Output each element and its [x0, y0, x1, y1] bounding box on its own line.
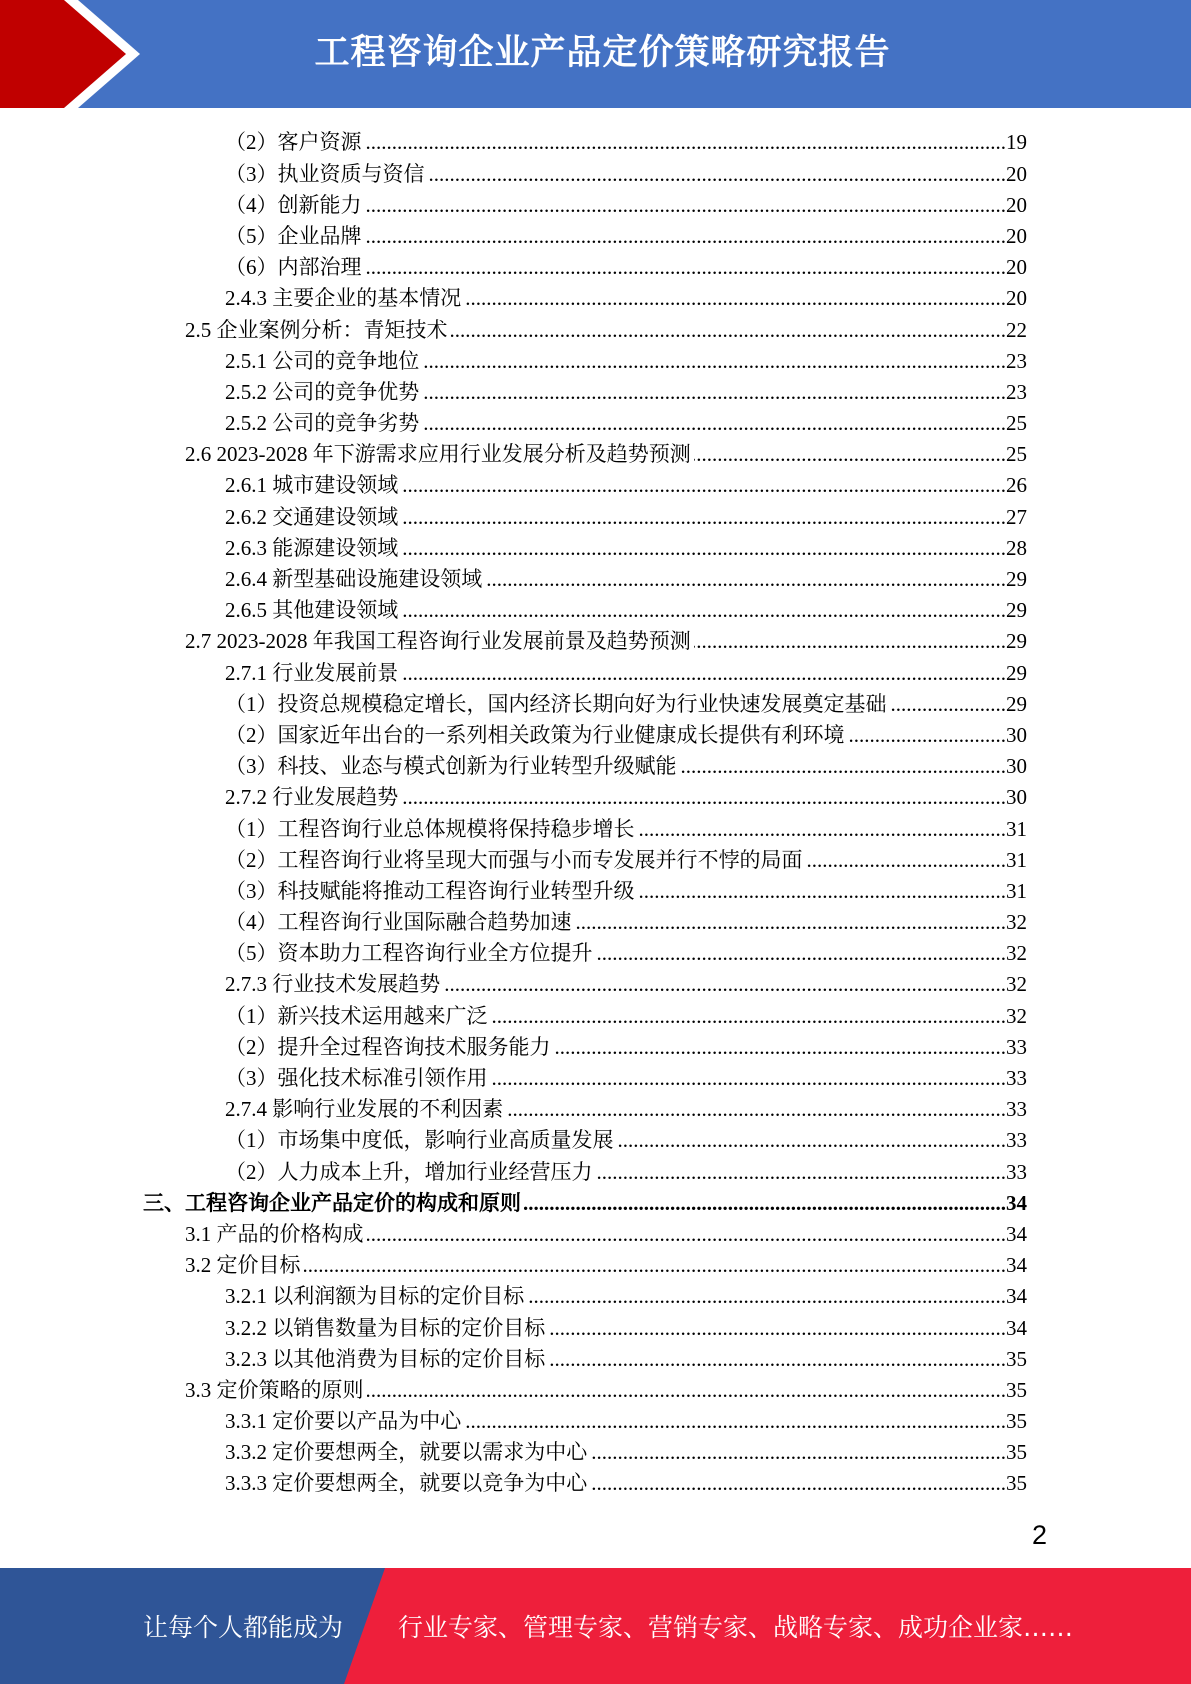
toc-entry-title: （3）科技、业态与模式创新为行业转型升级赋能: [225, 754, 677, 779]
toc-point-entry[interactable]: [0, 159, 1191, 190]
toc-point-entry[interactable]: [0, 720, 1191, 751]
toc-subsection-entry[interactable]: [0, 502, 1191, 533]
toc-subsection-entry[interactable]: [0, 1437, 1191, 1468]
toc-entry-title: （3）科技赋能将推动工程咨询行业转型升级: [225, 878, 635, 903]
toc-subsection-entry[interactable]: [0, 1281, 1191, 1312]
toc-entry-page: 25: [1006, 442, 1027, 467]
header-banner: [0, 0, 1191, 108]
toc-entry-title: 3.2.3 以其他消费为目标的定价目标: [225, 1346, 546, 1371]
toc-entry-page: 35: [1006, 1377, 1027, 1402]
toc-dot-leader: [422, 377, 1006, 408]
toc-entry-page: 23: [1006, 379, 1027, 404]
toc-entry-page: 29: [1006, 691, 1027, 716]
toc-entry-title: （5）资本助力工程咨询行业全方位提升: [225, 941, 593, 966]
toc-entry-page: 34: [1006, 1253, 1027, 1278]
toc-entry-title: 2.5.2 公司的竞争优势: [225, 379, 420, 404]
toc-entry-title: （2）客户资源: [225, 130, 362, 155]
toc-entry-page: 19: [1006, 130, 1027, 155]
toc-entry-page: 23: [1006, 348, 1027, 373]
toc-entry-title: （2）提升全过程咨询技术服务能力: [225, 1034, 551, 1059]
toc-entry-title: 3.3 定价策略的原则: [185, 1377, 364, 1402]
toc-section-entry[interactable]: [0, 1219, 1191, 1250]
toc-entry-title: （4）工程咨询行业国际融合趋势加速: [225, 910, 572, 935]
toc-dot-leader: [527, 1281, 1006, 1312]
toc-entry-title: 2.6.1 城市建设领域: [225, 473, 399, 498]
toc-entry-page: 29: [1006, 629, 1027, 654]
table-of-contents: [0, 127, 1191, 1499]
toc-dot-leader: [590, 1437, 1006, 1468]
toc-entry-page: 33: [1006, 1066, 1027, 1091]
toc-entry-title: （2）国家近年出台的一系列相关政策为行业健康成长提供有利环境: [225, 722, 845, 747]
toc-entry-title: 3.3.1 定价要以产品为中心: [225, 1409, 462, 1434]
footer-slogan-lead: 让每个人都能成为: [143, 1613, 344, 1642]
toc-subsection-entry[interactable]: [0, 1406, 1191, 1437]
toc-subsection-entry[interactable]: [0, 969, 1191, 1000]
toc-point-entry[interactable]: [0, 845, 1191, 876]
toc-point-entry[interactable]: [0, 1125, 1191, 1156]
toc-point-entry[interactable]: [0, 1001, 1191, 1032]
toc-entry-page: 30: [1006, 785, 1027, 810]
toc-subsection-entry[interactable]: [0, 782, 1191, 813]
toc-dot-leader: [422, 346, 1006, 377]
toc-entry-title: （3）强化技术标准引领作用: [225, 1066, 488, 1091]
toc-point-entry[interactable]: [0, 127, 1191, 158]
toc-dot-leader: [401, 533, 1006, 564]
toc-dot-leader: [680, 751, 1007, 782]
toc-dot-leader: [401, 658, 1006, 689]
toc-entry-page: 31: [1006, 847, 1027, 872]
toc-entry-page: 33: [1006, 1034, 1027, 1059]
page-number: 2: [1031, 1520, 1047, 1550]
toc-entry-page: 35: [1006, 1471, 1027, 1496]
toc-entry-page: 32: [1006, 1003, 1027, 1028]
toc-dot-leader: [524, 1188, 1006, 1219]
toc-entry-page: 22: [1006, 317, 1027, 342]
toc-dot-leader: [806, 845, 1007, 876]
toc-dot-leader: [638, 876, 1007, 907]
toc-dot-leader: [554, 1032, 1007, 1063]
toc-dot-leader: [590, 1468, 1006, 1499]
toc-entry-title: 2.6.3 能源建设领域: [225, 535, 399, 560]
toc-entry-title: 2.4.3 主要企业的基本情况: [225, 286, 462, 311]
toc-entry-page: 35: [1006, 1440, 1027, 1465]
toc-entry-title: 2.6 2023-2028 年下游需求应用行业发展分析及趋势预测: [185, 442, 691, 467]
toc-entry-page: 20: [1006, 255, 1027, 280]
toc-dot-leader: [365, 252, 1007, 283]
toc-section-entry[interactable]: [0, 315, 1191, 346]
toc-entry-page: 20: [1006, 192, 1027, 217]
toc-point-entry[interactable]: [0, 252, 1191, 283]
toc-dot-leader: [548, 1313, 1006, 1344]
toc-dot-leader: [443, 969, 1006, 1000]
toc-dot-leader: [596, 938, 1007, 969]
toc-subsection-entry[interactable]: [0, 470, 1191, 501]
toc-point-entry[interactable]: [0, 751, 1191, 782]
toc-subsection-entry[interactable]: [0, 377, 1191, 408]
toc-dot-leader: [491, 1001, 1007, 1032]
toc-subsection-entry[interactable]: [0, 1468, 1191, 1499]
toc-point-entry[interactable]: [0, 938, 1191, 969]
toc-dot-leader: [451, 315, 1007, 346]
toc-entry-title: （2）人力成本上升，增加行业经营压力: [225, 1159, 593, 1184]
toc-dot-leader: [401, 502, 1006, 533]
toc-dot-leader: [464, 1406, 1006, 1437]
toc-subsection-entry[interactable]: [0, 595, 1191, 626]
toc-dot-leader: [694, 626, 1006, 657]
toc-dot-leader: [365, 190, 1007, 221]
toc-dot-leader: [548, 1344, 1006, 1375]
toc-point-entry[interactable]: [0, 876, 1191, 907]
toc-subsection-entry[interactable]: [0, 1313, 1191, 1344]
toc-entry-title: 2.6.2 交通建设领域: [225, 504, 399, 529]
toc-entry-page: 32: [1006, 910, 1027, 935]
toc-entry-title: （3）执业资质与资信: [225, 161, 425, 186]
toc-entry-title: （1）新兴技术运用越来广泛: [225, 1003, 488, 1028]
toc-entry-page: 20: [1006, 161, 1027, 186]
toc-entry-page: 30: [1006, 754, 1027, 779]
toc-dot-leader: [694, 439, 1006, 470]
toc-dot-leader: [575, 907, 1007, 938]
toc-dot-leader: [485, 564, 1006, 595]
report-title: 工程咨询企业产品定价策略研究报告: [314, 33, 891, 73]
toc-dot-leader: [365, 221, 1007, 252]
toc-dot-leader: [401, 595, 1006, 626]
toc-point-entry[interactable]: [0, 221, 1191, 252]
toc-point-entry[interactable]: [0, 1063, 1191, 1094]
toc-entry-title: 2.6.5 其他建设领域: [225, 598, 399, 623]
toc-section-entry[interactable]: [0, 1375, 1191, 1406]
toc-entry-title: 2.5 企业案例分析：青矩技术: [185, 317, 448, 342]
toc-point-entry[interactable]: [0, 814, 1191, 845]
toc-entry-page: 25: [1006, 411, 1027, 436]
toc-entry-page: 20: [1006, 286, 1027, 311]
toc-dot-leader: [491, 1063, 1007, 1094]
toc-entry-page: 26: [1006, 473, 1027, 498]
toc-entry-title: 3.2.1 以利润额为目标的定价目标: [225, 1284, 525, 1309]
footer-banner: [0, 1568, 1191, 1684]
toc-entry-title: （4）创新能力: [225, 192, 362, 217]
toc-chapter-entry[interactable]: [0, 1188, 1191, 1219]
toc-entry-page: 32: [1006, 972, 1027, 997]
toc-entry-page: 20: [1006, 223, 1027, 248]
toc-dot-leader: [367, 1375, 1007, 1406]
toc-entry-page: 33: [1006, 1159, 1027, 1184]
toc-dot-leader: [506, 1094, 1006, 1125]
toc-point-entry[interactable]: [0, 1157, 1191, 1188]
toc-entry-page: 35: [1006, 1346, 1027, 1371]
toc-entry-page: 35: [1006, 1409, 1027, 1434]
toc-entry-title: （6）内部治理: [225, 255, 362, 280]
toc-subsection-entry[interactable]: [0, 533, 1191, 564]
toc-dot-leader: [464, 283, 1006, 314]
toc-dot-leader: [596, 1157, 1007, 1188]
toc-section-entry[interactable]: [0, 439, 1191, 470]
toc-entry-title: （1）工程咨询行业总体规模将保持稳步增长: [225, 816, 635, 841]
toc-subsection-entry[interactable]: [0, 408, 1191, 439]
toc-subsection-entry[interactable]: [0, 346, 1191, 377]
toc-entry-title: 2.5.1 公司的竞争地位: [225, 348, 420, 373]
toc-section-entry[interactable]: [0, 626, 1191, 657]
toc-entry-page: 30: [1006, 722, 1027, 747]
toc-entry-title: 3.1 产品的价格构成: [185, 1221, 364, 1246]
toc-subsection-entry[interactable]: [0, 1344, 1191, 1375]
toc-entry-page: 34: [1006, 1190, 1027, 1215]
toc-entry-title: （5）企业品牌: [225, 223, 362, 248]
toc-point-entry[interactable]: [0, 190, 1191, 221]
toc-entry-title: （2）工程咨询行业将呈现大而强与小而专发展并行不悖的局面: [225, 847, 803, 872]
toc-subsection-entry[interactable]: [0, 564, 1191, 595]
toc-entry-title: 2.6.4 新型基础设施建设领域: [225, 567, 483, 592]
toc-entry-page: 29: [1006, 598, 1027, 623]
toc-entry-title: （1）市场集中度低，影响行业高质量发展: [225, 1128, 614, 1153]
toc-entry-page: 33: [1006, 1097, 1027, 1122]
toc-point-entry[interactable]: [0, 689, 1191, 720]
toc-section-entry[interactable]: [0, 1250, 1191, 1281]
toc-entry-page: 34: [1006, 1221, 1027, 1246]
toc-entry-title: 2.7.4 影响行业发展的不利因素: [225, 1097, 504, 1122]
toc-entry-page: 34: [1006, 1315, 1027, 1340]
toc-entry-title: 3.3.3 定价要想两全，就要以竞争为中心: [225, 1471, 588, 1496]
toc-dot-leader: [848, 720, 1007, 751]
toc-dot-leader: [401, 470, 1006, 501]
toc-dot-leader: [428, 159, 1007, 190]
toc-dot-leader: [304, 1250, 1007, 1281]
toc-entry-title: 3.2.2 以销售数量为目标的定价目标: [225, 1315, 546, 1340]
toc-entry-title: 三、工程咨询企业产品定价的构成和原则: [143, 1190, 521, 1215]
toc-entry-title: 3.2 定价目标: [185, 1253, 301, 1278]
toc-dot-leader: [365, 127, 1007, 158]
toc-subsection-entry[interactable]: [0, 283, 1191, 314]
toc-entry-page: 28: [1006, 535, 1027, 560]
toc-entry-title: 2.7.3 行业技术发展趋势: [225, 972, 441, 997]
toc-dot-leader: [367, 1219, 1007, 1250]
toc-point-entry[interactable]: [0, 1032, 1191, 1063]
toc-entry-page: 33: [1006, 1128, 1027, 1153]
toc-entry-page: 32: [1006, 941, 1027, 966]
toc-entry-title: 2.7.1 行业发展前景: [225, 660, 399, 685]
toc-dot-leader: [401, 782, 1006, 813]
toc-entry-page: 31: [1006, 816, 1027, 841]
toc-entry-title: 3.3.2 定价要想两全，就要以需求为中心: [225, 1440, 588, 1465]
toc-subsection-entry[interactable]: [0, 658, 1191, 689]
toc-dot-leader: [617, 1125, 1007, 1156]
toc-entry-page: 29: [1006, 660, 1027, 685]
toc-entry-page: 27: [1006, 504, 1027, 529]
footer-slogan-roles: 行业专家、管理专家、营销专家、战略专家、成功企业家……: [398, 1613, 1074, 1642]
toc-entry-title: （1）投资总规模稳定增长，国内经济长期向好为行业快速发展奠定基础: [225, 691, 887, 716]
toc-point-entry[interactable]: [0, 907, 1191, 938]
toc-entry-page: 29: [1006, 567, 1027, 592]
toc-dot-leader: [638, 814, 1007, 845]
toc-subsection-entry[interactable]: [0, 1094, 1191, 1125]
toc-entry-page: 31: [1006, 878, 1027, 903]
toc-entry-title: 2.7.2 行业发展趋势: [225, 785, 399, 810]
toc-entry-title: 2.7 2023-2028 年我国工程咨询行业发展前景及趋势预测: [185, 629, 691, 654]
toc-entry-page: 34: [1006, 1284, 1027, 1309]
toc-entry-title: 2.5.2 公司的竞争劣势: [225, 411, 420, 436]
toc-dot-leader: [890, 689, 1007, 720]
toc-dot-leader: [422, 408, 1006, 439]
